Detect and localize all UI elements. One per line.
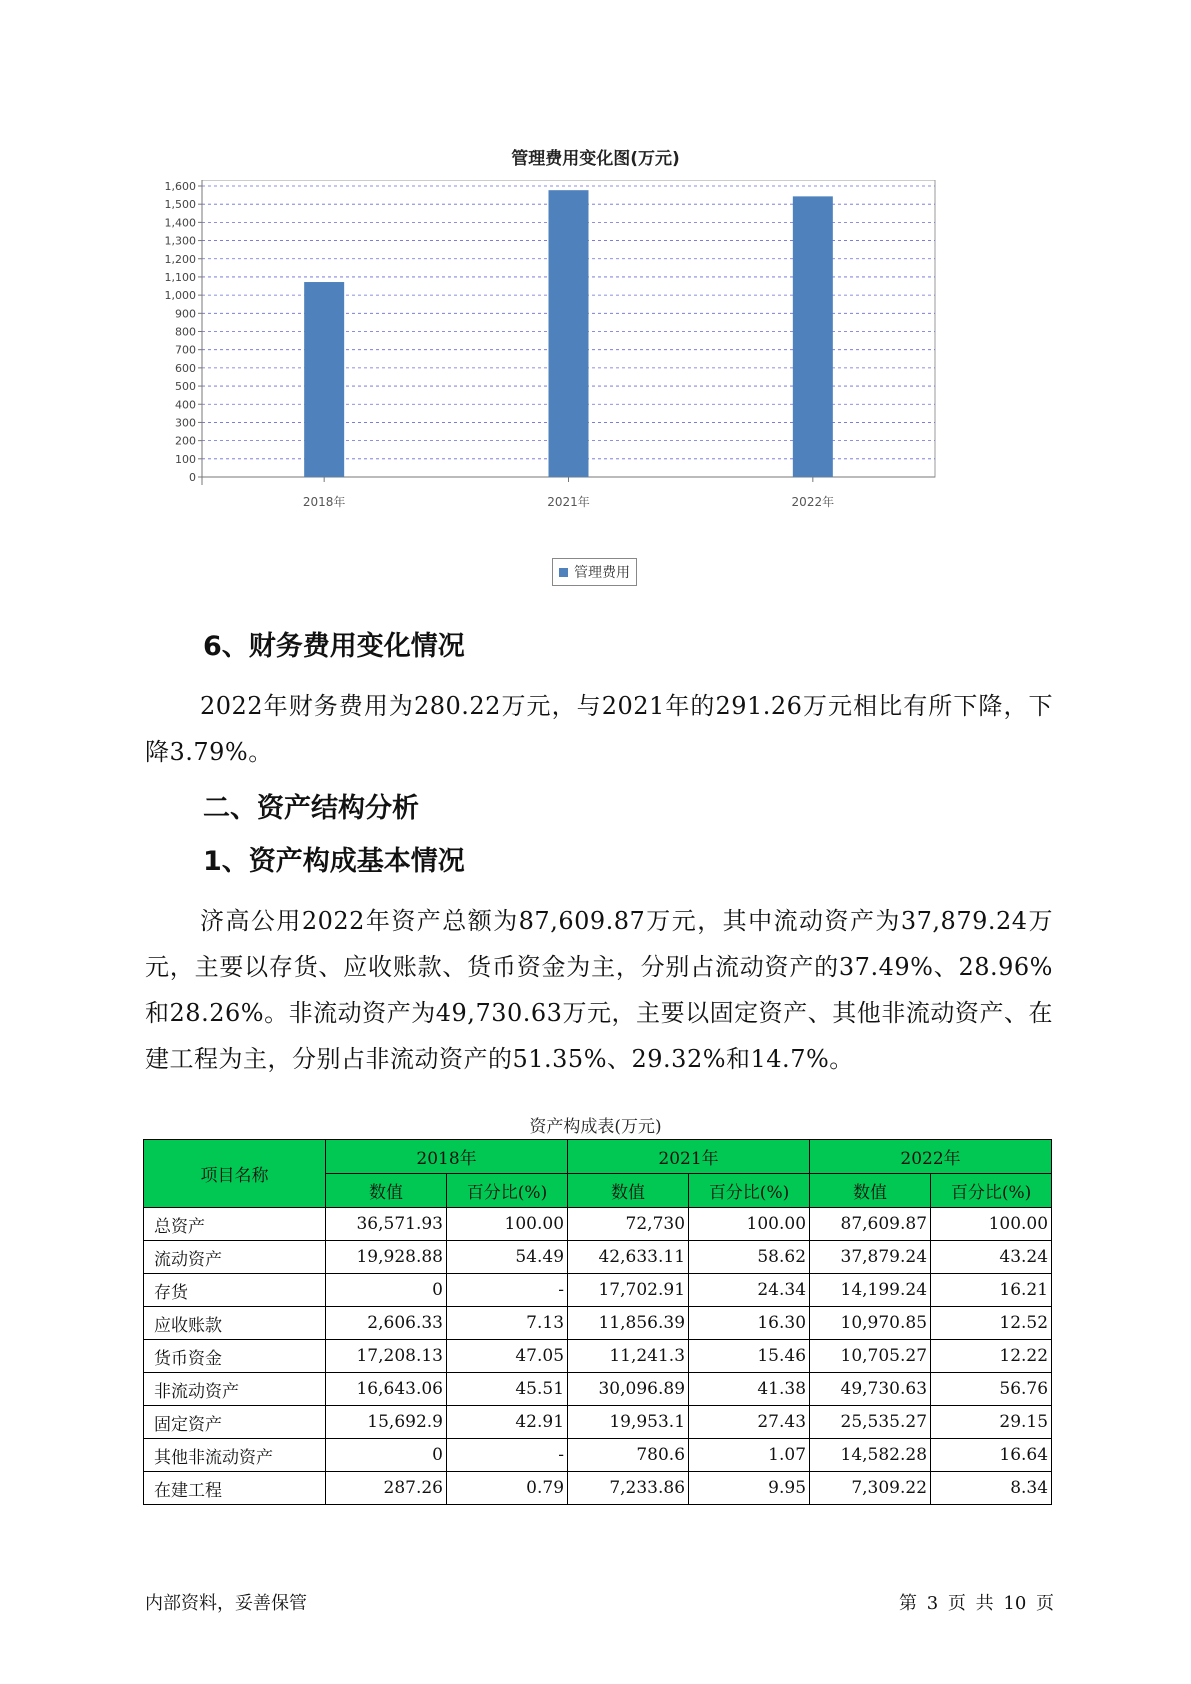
percent-cell: 24.34 xyxy=(689,1274,810,1307)
year-header: 2018年 xyxy=(326,1140,568,1174)
value-cell: 87,609.87 xyxy=(810,1208,931,1241)
value-cell: 17,702.91 xyxy=(568,1274,689,1307)
table-row xyxy=(144,1406,1052,1439)
value-subheader: 数值 xyxy=(568,1174,689,1208)
value-cell: 10,970.85 xyxy=(810,1307,931,1340)
percent-subheader: 百分比(%) xyxy=(931,1174,1052,1208)
value-cell: 11,241.3 xyxy=(568,1340,689,1373)
x-tick-label: 2022年 xyxy=(791,495,835,509)
year-header: 2021年 xyxy=(568,1140,810,1174)
y-tick-label: 1,000 xyxy=(164,289,196,303)
value-cell: 16,643.06 xyxy=(326,1373,447,1406)
percent-cell: 16.30 xyxy=(689,1307,810,1340)
percent-cell: 15.46 xyxy=(689,1340,810,1373)
table-row xyxy=(144,1307,1052,1340)
percent-cell: 7.13 xyxy=(447,1307,568,1340)
value-subheader: 数值 xyxy=(326,1174,447,1208)
row-label: 非流动资产 xyxy=(144,1373,326,1406)
row-label: 固定资产 xyxy=(144,1406,326,1439)
value-cell: 19,928.88 xyxy=(326,1241,447,1274)
percent-cell: 100.00 xyxy=(689,1208,810,1241)
section-heading-finance-expense: 6、财务费用变化情况 xyxy=(203,631,465,662)
percent-cell: 41.38 xyxy=(689,1373,810,1406)
y-tick-label: 900 xyxy=(175,307,196,321)
legend-label: 管理费用 xyxy=(574,565,630,581)
value-cell: 30,096.89 xyxy=(568,1373,689,1406)
footer-confidential-note: 内部资料，妥善保管 xyxy=(145,1593,307,1614)
y-tick-label: 500 xyxy=(175,380,196,394)
percent-cell: 8.34 xyxy=(931,1472,1052,1505)
y-tick-label: 100 xyxy=(175,452,196,466)
table-row xyxy=(144,1373,1052,1406)
table-row xyxy=(144,1439,1052,1472)
row-label: 货币资金 xyxy=(144,1340,326,1373)
percent-cell: 100.00 xyxy=(931,1208,1052,1241)
table-caption: 资产构成表(万元) xyxy=(529,1117,662,1137)
y-tick-label: 1,200 xyxy=(164,252,196,266)
y-tick-label: 200 xyxy=(175,434,196,448)
y-tick-label: 600 xyxy=(175,361,196,375)
value-cell: 19,953.1 xyxy=(568,1406,689,1439)
percent-cell: 9.95 xyxy=(689,1472,810,1505)
bar xyxy=(304,282,344,477)
section-heading-asset-structure: 二、资产结构分析 xyxy=(203,793,419,824)
percent-cell: 16.64 xyxy=(931,1439,1052,1472)
value-cell: 2,606.33 xyxy=(326,1307,447,1340)
row-label: 总资产 xyxy=(144,1208,326,1241)
x-tick-label: 2018年 xyxy=(302,495,346,509)
row-label: 在建工程 xyxy=(144,1472,326,1505)
percent-cell: 1.07 xyxy=(689,1439,810,1472)
y-tick-label: 300 xyxy=(175,416,196,430)
row-label: 流动资产 xyxy=(144,1241,326,1274)
y-tick-label: 800 xyxy=(175,325,196,339)
bar xyxy=(549,190,589,477)
value-cell: 10,705.27 xyxy=(810,1340,931,1373)
item-name-header: 项目名称 xyxy=(144,1140,326,1208)
value-subheader: 数值 xyxy=(810,1174,931,1208)
y-tick-label: 400 xyxy=(175,398,196,412)
y-tick-label: 1,500 xyxy=(164,198,196,212)
table-row xyxy=(144,1472,1052,1505)
value-cell: 14,582.28 xyxy=(810,1439,931,1472)
legend-swatch xyxy=(559,568,568,577)
y-tick-label: 1,300 xyxy=(164,234,196,248)
year-header: 2022年 xyxy=(810,1140,1052,1174)
value-cell: 0 xyxy=(326,1439,447,1472)
percent-cell: 45.51 xyxy=(447,1373,568,1406)
row-label: 存货 xyxy=(144,1274,326,1307)
percent-cell: 27.43 xyxy=(689,1406,810,1439)
percent-cell: 47.05 xyxy=(447,1340,568,1373)
x-tick-label: 2021年 xyxy=(547,495,590,509)
y-tick-label: 1,400 xyxy=(164,216,196,230)
value-cell: 7,233.86 xyxy=(568,1472,689,1505)
percent-cell: 0.79 xyxy=(447,1472,568,1505)
table-row xyxy=(144,1340,1052,1373)
table-row xyxy=(144,1274,1052,1307)
table-body xyxy=(144,1208,1052,1505)
row-label: 应收账款 xyxy=(144,1307,326,1340)
value-cell: 11,856.39 xyxy=(568,1307,689,1340)
value-cell: 42,633.11 xyxy=(568,1241,689,1274)
value-cell: 7,309.22 xyxy=(810,1472,931,1505)
percent-cell: - xyxy=(447,1439,568,1472)
value-cell: 0 xyxy=(326,1274,447,1307)
bar xyxy=(793,196,833,477)
chart-title: 管理费用变化图(万元) xyxy=(511,149,680,169)
value-cell: 37,879.24 xyxy=(810,1241,931,1274)
value-cell: 780.6 xyxy=(568,1439,689,1472)
value-cell: 14,199.24 xyxy=(810,1274,931,1307)
percent-cell: 54.49 xyxy=(447,1241,568,1274)
y-tick-label: 700 xyxy=(175,343,196,357)
value-cell: 72,730 xyxy=(568,1208,689,1241)
percent-cell: 43.24 xyxy=(931,1241,1052,1274)
y-tick-label: 1,600 xyxy=(164,180,196,193)
row-label: 其他非流动资产 xyxy=(144,1439,326,1472)
percent-cell: 29.15 xyxy=(931,1406,1052,1439)
percent-cell: 58.62 xyxy=(689,1241,810,1274)
value-cell: 287.26 xyxy=(326,1472,447,1505)
percent-cell: 16.21 xyxy=(931,1274,1052,1307)
percent-cell: 12.52 xyxy=(931,1307,1052,1340)
percent-cell: 42.91 xyxy=(447,1406,568,1439)
percent-cell: 100.00 xyxy=(447,1208,568,1241)
asset-composition-table xyxy=(143,1139,1052,1505)
y-tick-label: 0 xyxy=(189,471,196,484)
percent-subheader: 百分比(%) xyxy=(689,1174,810,1208)
table-row xyxy=(144,1208,1052,1241)
value-cell: 15,692.9 xyxy=(326,1406,447,1439)
chart-legend xyxy=(552,558,637,586)
percent-cell: 56.76 xyxy=(931,1373,1052,1406)
y-tick-label: 1,100 xyxy=(164,270,196,284)
value-cell: 25,535.27 xyxy=(810,1406,931,1439)
value-cell: 17,208.13 xyxy=(326,1340,447,1373)
percent-cell: 12.22 xyxy=(931,1340,1052,1373)
footer-page-number: 第 3 页 共 10 页 xyxy=(899,1593,1054,1614)
section-heading-asset-composition: 1、资产构成基本情况 xyxy=(203,846,465,877)
percent-cell: - xyxy=(447,1274,568,1307)
admin-expense-bar-chart xyxy=(150,180,1020,550)
finance-expense-paragraph: 2022年财务费用为280.22万元，与2021年的291.26万元相比有所下降，下降3.79%。 xyxy=(145,692,1053,766)
value-cell: 36,571.93 xyxy=(326,1208,447,1241)
value-cell: 49,730.63 xyxy=(810,1373,931,1406)
asset-composition-paragraph: 济高公用2022年资产总额为87,609.87万元，其中流动资产为37,879.24万元，主要以存货、应收账款、货币资金为主，分别占流动资产的37.49%、28.96%和28.26%。非流动资产为49,730.63万元，主要以固定资产、其他非流动资产、在建工程为主，分别占非流动资产的51.35%、29.32%和14.7%。 xyxy=(145,907,1053,1073)
percent-subheader: 百分比(%) xyxy=(447,1174,568,1208)
table-row xyxy=(144,1241,1052,1274)
